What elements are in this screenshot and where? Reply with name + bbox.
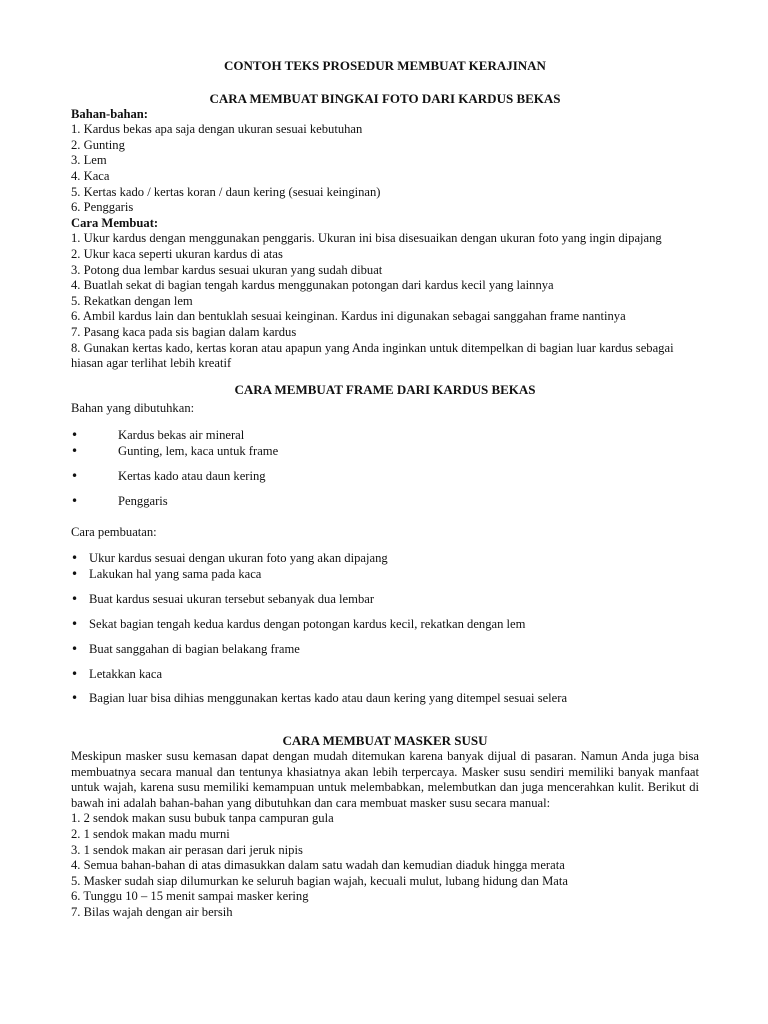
list-item: • Gunting, lem, kaca untuk frame: [71, 444, 699, 469]
list-item: • Kardus bekas air mineral: [71, 428, 699, 444]
list-item: 3. Lem: [71, 153, 107, 168]
list-item: 2. 1 sendok makan madu murni: [71, 827, 230, 842]
section-title-bingkai-foto: CARA MEMBUAT BINGKAI FOTO DARI KARDUS BEKAS: [209, 91, 561, 106]
list-item: • Ukur kardus sesuai dengan ukuran foto yang akan dipajang: [71, 551, 699, 567]
section-title-masker-susu: CARA MEMBUAT MASKER SUSU: [282, 733, 488, 749]
list-item: 4. Semua bahan-bahan di atas dimasukkan dalam satu wadah dan kemudian diaduk hingga merata: [71, 858, 565, 873]
list-item: 1. Ukur kardus dengan menggunakan penggaris. Ukuran ini bisa disesuaikan dengan ukuran foto yang ingin dipajang: [71, 231, 662, 246]
list-item: • Bagian luar bisa dihias menggunakan kertas kado atau daun kering yang ditempel sesuai selera: [71, 691, 699, 707]
steps-label: Cara Membuat:: [71, 215, 159, 230]
materials-label: Bahan-bahan:: [71, 106, 148, 121]
materials-list: [71, 122, 699, 216]
list-item: 6. Penggaris: [71, 200, 134, 215]
list-item: 1. 2 sendok makan susu bubuk tanpa campuran gula: [71, 811, 334, 826]
document-page: [71, 58, 699, 921]
list-item: 3. 1 sendok makan air perasan dari jeruk nipis: [71, 842, 303, 857]
list-item: • Letakkan kaca: [71, 667, 699, 691]
list-item: • Kertas kado atau daun kering: [71, 469, 699, 494]
list-item: • Penggaris: [71, 494, 699, 510]
list-item: 3. Potong dua lembar kardus sesuai ukuran yang sudah dibuat: [71, 262, 383, 277]
list-item: 5. Masker sudah siap dilumurkan ke seluruh bagian wajah, kecuali mulut, lubang hidung dan Mata: [71, 873, 568, 888]
intro-paragraph: Meskipun masker susu kemasan dapat dengan mudah ditemukan karena banyak dijual di pasaran. Namun Anda juga bisa membuatnya secara manual dan tentunya khasiatnya akan lebih terpercaya. Masker susu sendiri memiliki banyak manfaat untuk wajah, karena susu memiliki kemampuan untuk melembabkan, melembutkan dan juga mencerahkan kulit. Berikut di bawah ini adalah bahan-bahan yang dibutuhkan dan cara membuat masker susu secara manual:: [71, 749, 699, 810]
steps-label: Cara pembuatan:: [71, 524, 157, 539]
list-item: • Lakukan hal yang sama pada kaca: [71, 567, 699, 592]
list-item: • Buat sanggahan di bagian belakang frame: [71, 642, 699, 667]
steps-list: [71, 231, 699, 371]
list-item: 4. Buatlah sekat di bagian tengah kardus menggunakan potongan dari kardus kecil yang lainnya: [71, 278, 554, 293]
list-item: 2. Ukur kaca seperti ukuran kardus di atas: [71, 246, 283, 261]
list-item: 5. Rekatkan dengan lem: [71, 293, 193, 308]
list-item: 7. Bilas wajah dengan air bersih: [71, 905, 233, 919]
steps-bullet-list: [71, 551, 699, 707]
list-item: 8. Gunakan kertas kado, kertas koran atau apapun yang Anda inginkan untuk ditempelkan di bagian luar kardus sebagai hiasan agar terlihat lebih kreatif: [71, 340, 674, 371]
list-item: 7. Pasang kaca pada sis bagian dalam kardus: [71, 324, 297, 339]
list-item: • Buat kardus sesuai ukuran tersebut sebanyak dua lembar: [71, 592, 699, 617]
materials-bullet-list: [71, 428, 699, 510]
section-title-frame: CARA MEMBUAT FRAME DARI KARDUS BEKAS: [234, 381, 536, 397]
list-item: • Sekat bagian tengah kedua kardus dengan potongan kardus kecil, rekatkan dengan lem: [71, 617, 699, 642]
steps-list: [71, 811, 699, 920]
materials-label: Bahan yang dibutuhkan:: [71, 401, 195, 416]
list-item: 1. Kardus bekas apa saja dengan ukuran sesuai kebutuhan: [71, 122, 363, 137]
list-item: 4. Kaca: [71, 168, 110, 183]
list-item: 5. Kertas kado / kertas koran / daun kering (sesuai keinginan): [71, 184, 381, 199]
list-item: 6. Ambil kardus lain dan bentuklah sesuai keinginan. Kardus ini digunakan sebagai sanggahan frame nantinya: [71, 309, 626, 324]
list-item: 6. Tunggu 10 – 15 menit sampai masker kering: [71, 889, 309, 904]
list-item: 2. Gunting: [71, 137, 125, 152]
document-title: CONTOH TEKS PROSEDUR MEMBUAT KERAJINAN: [224, 58, 546, 73]
